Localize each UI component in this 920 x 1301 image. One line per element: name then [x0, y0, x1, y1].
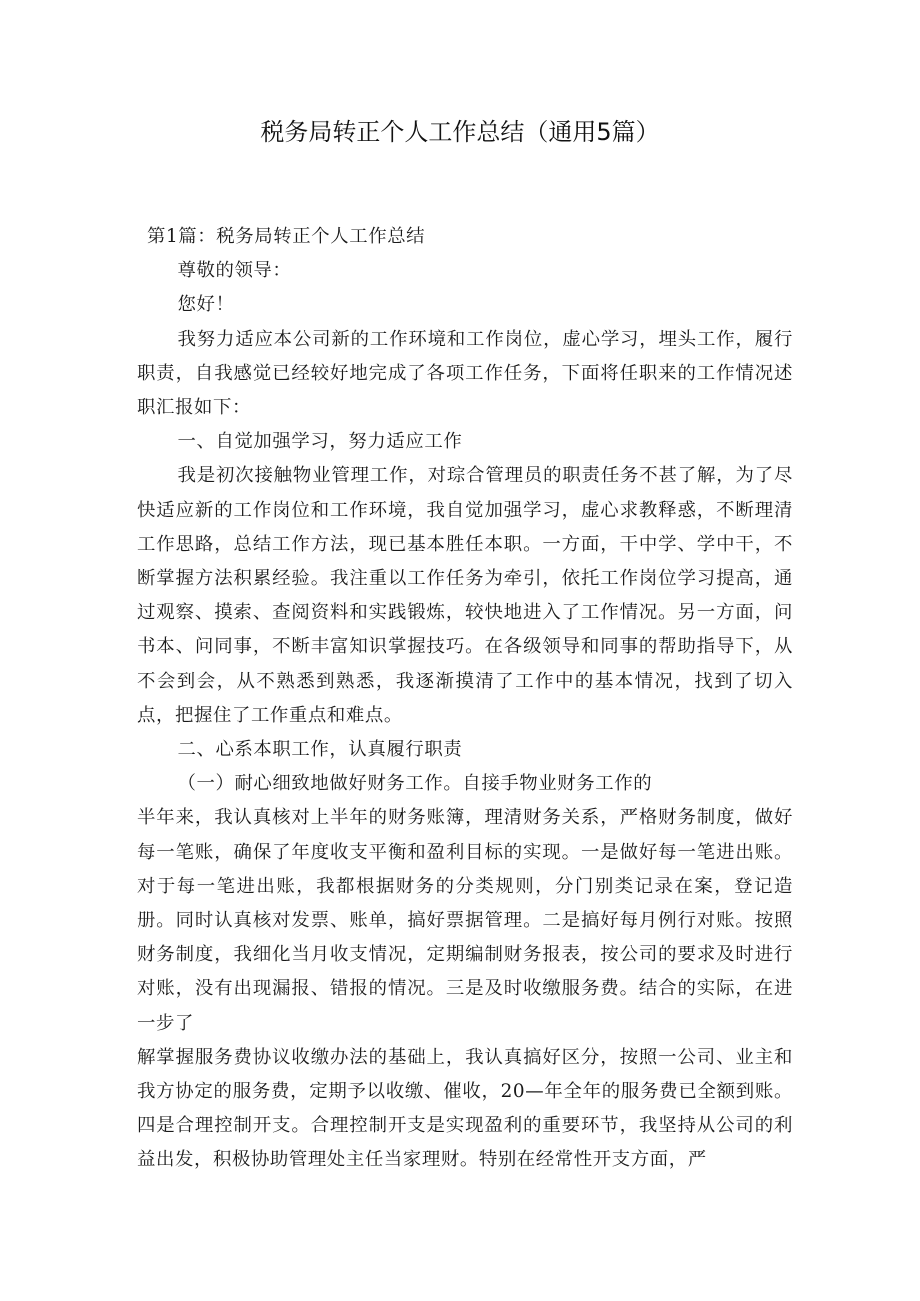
greeting: 您好！: [177, 294, 235, 316]
section-1-paragraph: 我是初次接触物业管理工作，对琮合管理员的职责任务不甚了解，为了尽快适应新的工作岗位和工作环境，我自觉加强学习，虚心求教释惑，不断理清工作思路，总结工作方法，现已基本胜任本职。一方面，干中学、学中干，不断掌握方法积累经验。我注重以工作任务为牵引，依托工作岗位学习提高，通过观察、摸索、查阅资料和实践锻炼，较快地进入了工作情况。另一方面，问书本、问同事，不断丰富知识掌握技巧。在各级领导和同事的帮助指导下，从不会到会，从不熟悉到熟悉，我逐渐摸清了工作中的基本情况，找到了切入点，把握住了工作重点和难点。: [137, 465, 793, 726]
document-body: [137, 220, 793, 1178]
section-2-paragraph-a: 半年来，我认真核对上半年的财务账簿，理清财务关系，严格财务制度，做好每一笔账，确保了年度收支平衡和盈利目标的实现。一是做好每一笔进出账。对于每一笔进出账，我都根据财务的分类规则，分门别类记录在案，登记造册。同时认真核对发票、账单，搞好票据管理。二是搞好每月例行对账。按照财务制度，我细化当月收支情况，定期编制财务报表，按公司的要求及时进行对账，没有出现漏报、错报的情况。三是及时收缴服务费。结合的实际，在进一步了: [137, 807, 793, 1034]
section-2-paragraph-b: 解掌握服务费协议收缴办法的基础上，我认真搞好区分，按照一公司、业主和我方协定的服务费，定期予以收缴、催收，20—年全年的服务费已全额到账。四是合理控制开支。合理控制开支是实现盈利的重要环节，我坚持从公司的利益出发，积极协助管理处主任当家理财。特别在经常性开支方面，严: [137, 1046, 793, 1171]
section-heading-1: 一、自觉加强学习，努力适应工作: [177, 431, 463, 453]
chapter-heading: 第1篇：税务局转正个人工作总结: [147, 226, 426, 247]
document-title: 税务局转正个人工作总结（通用5篇）: [260, 118, 660, 146]
section-heading-2: 二、心系本职工作，认真履行职责: [177, 739, 463, 761]
salutation: 尊敬的领导：: [177, 260, 292, 282]
intro-paragraph: 我努力适应本公司新的工作环境和工作岗位，虚心学习，埋头工作，履行职责，自我感觉已经较好地完成了各项工作任务，下面将任职来的工作情况述职汇报如下：: [137, 328, 793, 419]
subsection-heading-2-1: （一）耐心细致地做好财务工作。自接手物业财务工作的: [177, 773, 653, 795]
